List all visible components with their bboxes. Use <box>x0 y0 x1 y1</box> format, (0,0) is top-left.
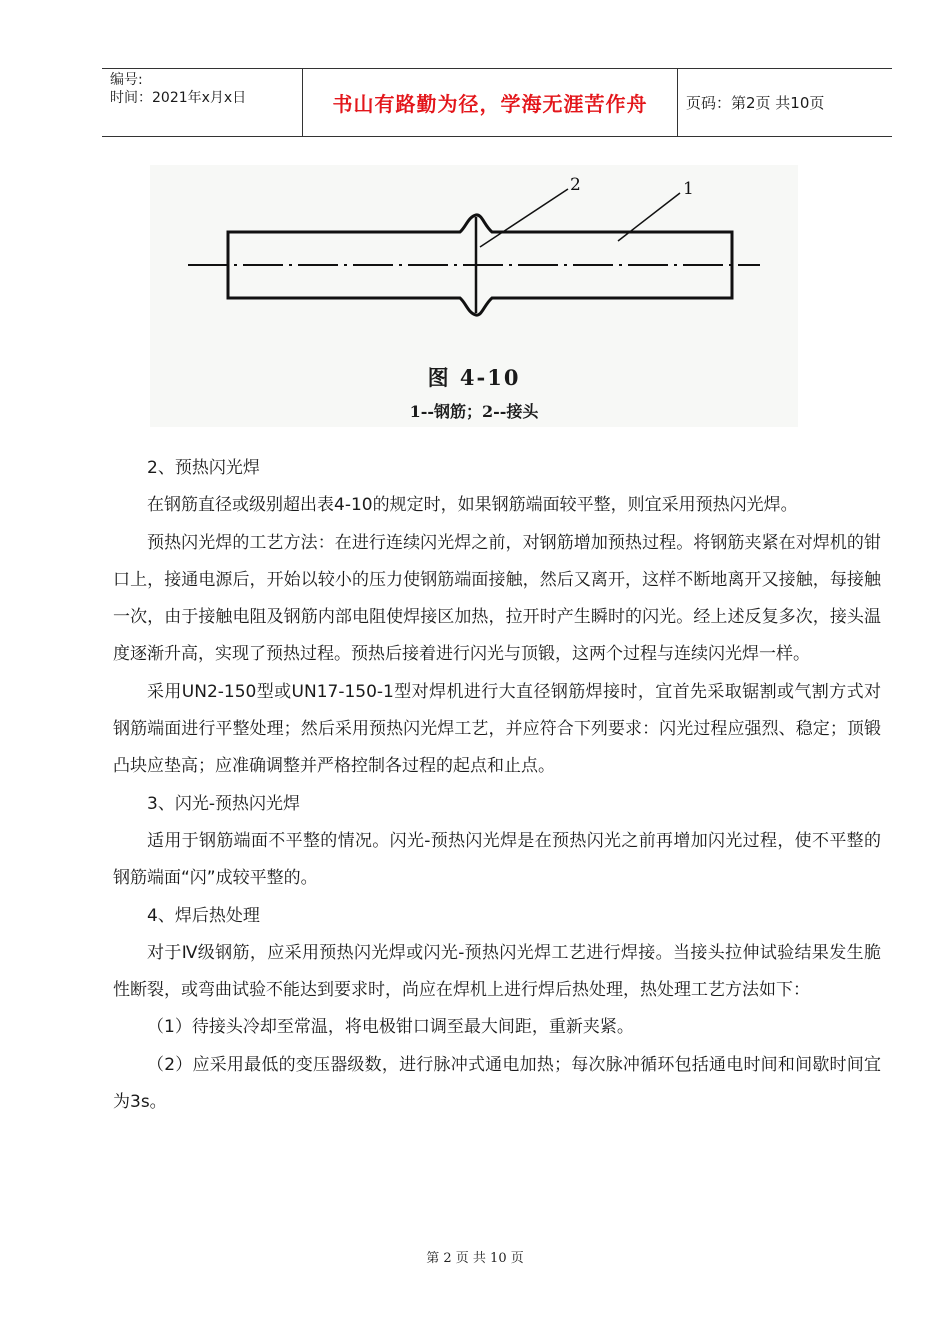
header-meta <box>102 69 303 136</box>
section-heading: 4、焊后热处理 <box>147 905 260 926</box>
header-slogan: 书山有路勤为径，学海无涯苦作舟 <box>303 69 678 136</box>
section-heading: 3、闪光-预热闪光焊 <box>147 793 300 814</box>
leader-line-1 <box>618 193 680 241</box>
paragraph: 在钢筋直径或级别超出表4-10的规定时，如果钢筋端面较平整，则宜采用预热闪光焊。 <box>147 495 798 516</box>
label-1: 1 <box>683 179 694 199</box>
page-header <box>102 68 892 137</box>
paragraph: 预热闪光焊的工艺方法：在进行连续闪光焊之前，对钢筋增加预热过程。将钢筋夹紧在对焊机的钳口上，接通电源后，开始以较小的压力使钢筋端面接触，然后又离开，这样不断地离开又接触，每接触一次，由于接触电阻及钢筋内部电阻使焊接区加热，拉开时产生瞬时的闪光。经上述反复多次，接头温度逐渐升高，实现了预热过程。预热后接着进行闪光与顶锻，这两个过程与连续闪光焊一样。 <box>113 532 881 665</box>
paragraph: 适用于钢筋端面不平整的情况。闪光-预热闪光焊是在预热闪光之前再增加闪光过程，使不平整的钢筋端面“闪”成较平整的。 <box>113 830 881 889</box>
list-item: （1）待接头冷却至常温，将电极钳口调至最大间距，重新夹紧。 <box>147 1017 634 1038</box>
rebar-joint-figure <box>150 165 798 427</box>
page-footer: 第 2 页 共 10 页 <box>426 1251 524 1266</box>
document-number-label: 编号: <box>110 72 143 88</box>
header-page-label: 页码：第2页 共10页 <box>686 94 825 112</box>
leader-line-2 <box>480 189 568 247</box>
paragraph: 采用UN2-150型或UN17-150-1型对焊机进行大直径钢筋焊接时，宜首先采取锯割或气割方式对钢筋端面进行平整处理；然后采用预热闪光焊工艺，并应符合下列要求：闪光过程应强烈、稳定；顶锻凸块应垫高；应准确调整并严格控制各过程的起点和止点。 <box>113 681 881 777</box>
figure-title: 图 4-10 <box>427 365 521 390</box>
paragraph: 对于Ⅳ级钢筋，应采用预热闪光焊或闪光-预热闪光焊工艺进行焊接。当接头拉伸试验结果发生脆性断裂，或弯曲试验不能达到要求时，尚应在焊机上进行焊后热处理，热处理工艺方法如下： <box>113 942 881 1001</box>
figure-caption: 1--钢筋；2--接头 <box>409 402 539 421</box>
document-time-label: 时间：2021年x月x日 <box>110 90 247 106</box>
body-text <box>113 450 881 1121</box>
section-heading: 2、预热闪光焊 <box>147 458 260 478</box>
label-2: 2 <box>570 175 581 195</box>
list-item: （2）应采用最低的变压器级数，进行脉冲式通电加热；每次脉冲循环包括通电时间和间歇时间宜为3s。 <box>113 1054 881 1113</box>
